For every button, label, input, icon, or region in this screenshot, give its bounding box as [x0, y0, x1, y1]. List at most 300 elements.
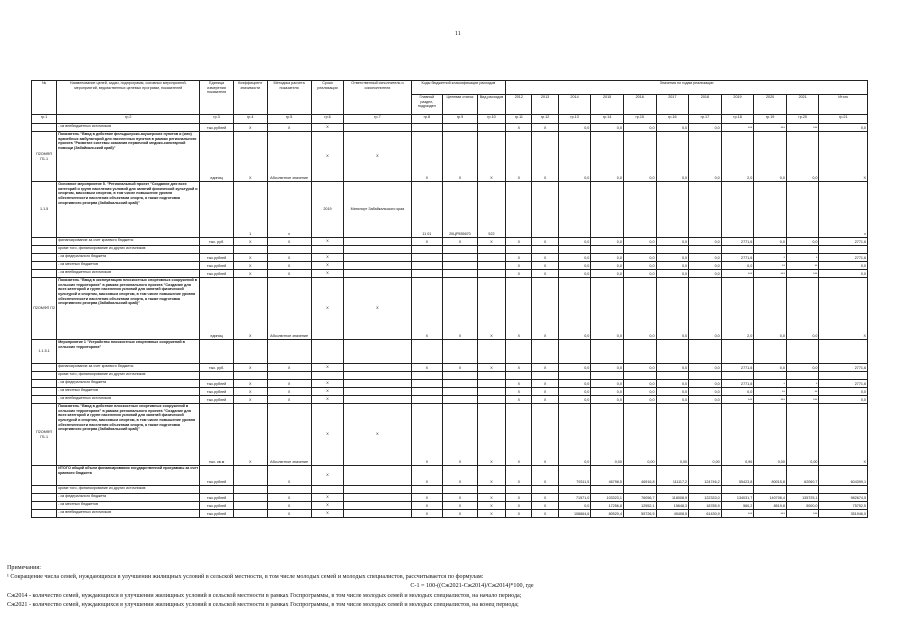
- table-cell: Х: [506, 124, 532, 132]
- table-cell: 2771,6: [819, 238, 868, 246]
- table-cell: **: [754, 262, 787, 270]
- table-cell: [754, 246, 787, 254]
- table-cell: 0,0: [689, 364, 722, 372]
- note-formula: С-1 = 100-((Сж2021-Сж2014)/Сж2014)*100, где: [410, 583, 534, 590]
- table-cell: тыс.рублей: [200, 124, 234, 132]
- table-cell: - из федерального бюджета: [57, 494, 200, 502]
- table-row: [32, 388, 868, 396]
- table-cell: Х: [477, 502, 505, 510]
- table-cell: - из местных бюджетов: [57, 502, 200, 510]
- table-cell: [623, 486, 656, 494]
- table-cell: 0,0: [819, 388, 868, 396]
- table-row: [32, 254, 868, 262]
- table-cell: 0,0: [558, 364, 591, 372]
- table-cell: 2771,6: [819, 380, 868, 388]
- table-cell: [267, 486, 311, 494]
- table-cell: 135725,1: [786, 494, 819, 502]
- table-cell: 2019: [311, 182, 344, 238]
- table-cell: Х: [233, 254, 267, 262]
- table-cell: [32, 380, 57, 388]
- table-cell: 0,0: [591, 262, 624, 270]
- table-cell: [344, 486, 411, 494]
- column-number: гр.5: [267, 115, 311, 124]
- table-cell: Х: [411, 510, 443, 518]
- table-cell: 0,0: [819, 396, 868, 404]
- table-cell: 0,0: [591, 364, 624, 372]
- table-cell: тыс. кв.м: [200, 404, 234, 466]
- table-cell: ***: [786, 124, 819, 132]
- table-cell: *: [754, 380, 787, 388]
- table-cell: [819, 340, 868, 364]
- table-cell: Х: [267, 262, 311, 270]
- table-cell: 0,0: [689, 132, 722, 182]
- table-cell: 1.1.5.1: [32, 340, 57, 364]
- table-cell: кроме того, финансирование из других источников:: [57, 486, 200, 494]
- table-cell: 0,0: [689, 270, 722, 278]
- table-row: [32, 132, 868, 182]
- header-coef: Коэффициент значимости: [233, 81, 267, 115]
- table-cell: Х: [532, 254, 558, 262]
- table-cell: [233, 340, 267, 364]
- table-cell: [477, 262, 505, 270]
- table-row: [32, 364, 868, 372]
- table-cell: 0,00: [689, 404, 722, 466]
- table-cell: Х: [443, 502, 478, 510]
- table-cell: [689, 372, 722, 380]
- table-row: [32, 502, 868, 510]
- table-cell: **: [754, 388, 787, 396]
- table-cell: [443, 270, 478, 278]
- table-row: [32, 246, 868, 254]
- table-cell: тыс. руб.: [200, 238, 234, 246]
- table-cell: 18785,9: [689, 502, 722, 510]
- table-cell: [477, 124, 505, 132]
- header-year: 2017: [656, 95, 689, 115]
- table-cell: [443, 124, 478, 132]
- table-cell: Х: [506, 396, 532, 404]
- table-cell: 122333,0: [689, 494, 722, 502]
- table-cell: **: [786, 388, 819, 396]
- table-cell: [721, 486, 754, 494]
- table-cell: 0,0: [689, 396, 722, 404]
- table-cell: [477, 340, 505, 364]
- table-cell: [721, 372, 754, 380]
- table-cell: кроме того, финансирование из других источников:: [57, 246, 200, 254]
- table-cell: Х: [344, 404, 411, 466]
- table-cell: 134031,7: [721, 494, 754, 502]
- table-cell: 0,0: [558, 270, 591, 278]
- table-cell: Х: [233, 132, 267, 182]
- header-term: Сроки реализации: [311, 81, 344, 115]
- table-cell: [558, 340, 591, 364]
- table-cell: [477, 396, 505, 404]
- table-cell: [477, 486, 505, 494]
- table-cell: Х: [506, 254, 532, 262]
- column-number: гр.13: [558, 115, 591, 124]
- column-number: гр.2: [57, 115, 200, 124]
- table-cell: [267, 372, 311, 380]
- table-cell: 0,00: [754, 404, 787, 466]
- table-cell: Х: [311, 124, 344, 132]
- table-cell: Х: [506, 466, 532, 486]
- table-cell: Х: [819, 404, 868, 466]
- table-cell: 80015,8: [754, 466, 787, 486]
- table-cell: 0,00: [786, 404, 819, 466]
- table-cell: 604399,1: [819, 466, 868, 486]
- table-cell: [411, 372, 443, 380]
- table-cell: 140708,4: [754, 494, 787, 502]
- table-cell: [233, 494, 267, 502]
- header-no: №: [32, 81, 57, 115]
- table-row: [32, 494, 868, 502]
- table-cell: 46798,5: [591, 466, 624, 486]
- table-cell: [344, 270, 411, 278]
- table-cell: 0,0: [591, 124, 624, 132]
- table-cell: - из внебюджетных источников: [57, 270, 200, 278]
- table-cell: Х: [443, 132, 478, 182]
- table-cell: 2771,6: [819, 254, 868, 262]
- table-cell: Х: [267, 510, 311, 518]
- table-cell: Мероприятие 1 "Устройство плоскостных спортивных сооружений в сельских территориях": [57, 340, 200, 364]
- table-cell: Х: [443, 238, 478, 246]
- table-cell: Х: [267, 388, 311, 396]
- table-row: [32, 278, 868, 340]
- table-cell: 0,0: [591, 132, 624, 182]
- table-cell: Х: [233, 124, 267, 132]
- table-row: [32, 404, 868, 466]
- note-def-2: Сж2021 - количество семей, нуждающихся в улучшении жилищных условий в сельской местности в рамках Госпрограммы, в том числе молодых семей и молодых специалистов, на конец периода;: [7, 601, 519, 608]
- table-cell: 0,0: [623, 270, 656, 278]
- table-cell: [477, 246, 505, 254]
- table-cell: 0,0: [689, 380, 722, 388]
- table-cell: 0,0: [558, 262, 591, 270]
- table-cell: [233, 502, 267, 510]
- table-cell: [267, 246, 311, 254]
- table-cell: Х: [532, 270, 558, 278]
- table-cell: кроме того, финансирование из других источников:: [57, 372, 200, 380]
- table-cell: Х: [506, 364, 532, 372]
- table-cell: [32, 510, 57, 518]
- table-cell: 75752,5: [819, 502, 868, 510]
- table-cell: Х: [411, 502, 443, 510]
- table-cell: 2,0: [721, 278, 754, 340]
- table-cell: [443, 486, 478, 494]
- table-cell: 0,0: [623, 254, 656, 262]
- table-cell: 0,0: [623, 238, 656, 246]
- table-cell: тыс.рублей: [200, 396, 234, 404]
- table-cell: 0,0: [689, 262, 722, 270]
- table-cell: 0,0: [558, 238, 591, 246]
- table-cell: [656, 182, 689, 238]
- table-cell: Х: [443, 404, 478, 466]
- table-cell: [721, 246, 754, 254]
- table-cell: Х: [311, 270, 344, 278]
- table-cell: ***: [721, 270, 754, 278]
- table-cell: 111117,2: [656, 466, 689, 486]
- table-cell: Х: [344, 278, 411, 340]
- table-cell: [32, 254, 57, 262]
- table-cell: Х: [477, 466, 505, 486]
- table-cell: Х: [267, 270, 311, 278]
- note-1: ¹ Сокращение числа семей, нуждающихся в улучшении жилищных условий в сельской местности, в том числе молодых семей и молодых специалистов, рассчитывается по формулам:: [7, 574, 484, 581]
- table-row: [32, 372, 868, 380]
- table-cell: ***: [786, 270, 819, 278]
- table-cell: Х: [532, 262, 558, 270]
- table-cell: 79311,5: [558, 466, 591, 486]
- table-cell: [344, 388, 411, 396]
- table-cell: [344, 510, 411, 518]
- table-cell: [443, 246, 478, 254]
- table-cell: Х: [411, 364, 443, 372]
- table-cell: [443, 254, 478, 262]
- header-values-group: Значения по годам реализации: [506, 81, 868, 95]
- table-cell: Х: [267, 124, 311, 132]
- table-cell: [200, 486, 234, 494]
- table-cell: 982674,5: [819, 494, 868, 502]
- table-cell: 0,0: [786, 132, 819, 182]
- table-cell: 0,0: [558, 254, 591, 262]
- table-cell: 0,0: [689, 278, 722, 340]
- table-cell: [623, 340, 656, 364]
- header-name: Наименование целей, задач, подпрограмм, основных мероприятий, мероприятий, ведомственных целевых программ, показателей: [57, 81, 200, 115]
- table-cell: 108664,6: [558, 510, 591, 518]
- table-cell: 560,2: [721, 502, 754, 510]
- table-cell: 0,0: [689, 254, 722, 262]
- table-cell: 1.1.5: [32, 182, 57, 238]
- column-number: гр.19: [754, 115, 787, 124]
- table-cell: 0,00: [656, 404, 689, 466]
- table-cell: тыс. руб.: [200, 364, 234, 372]
- table-cell: единиц: [200, 132, 234, 182]
- table-row: [32, 340, 868, 364]
- table-cell: Х: [532, 396, 558, 404]
- table-cell: Х: [477, 494, 505, 502]
- table-cell: Х: [477, 404, 505, 466]
- table-cell: [819, 372, 868, 380]
- header-executor: Ответственный исполнитель и соисполнители: [344, 81, 411, 115]
- table-cell: Х: [311, 396, 344, 404]
- table-cell: Х: [233, 396, 267, 404]
- table-cell: [591, 486, 624, 494]
- column-number: гр.15: [623, 115, 656, 124]
- table-cell: Х: [267, 380, 311, 388]
- table-cell: ***: [754, 124, 787, 132]
- table-cell: 0,0: [558, 502, 591, 510]
- table-cell: Абсолютное значение: [267, 278, 311, 340]
- table-cell: Х: [506, 380, 532, 388]
- header-target: Целевая статья: [443, 95, 478, 115]
- table-cell: 0,0: [819, 262, 868, 270]
- table-cell: Х: [233, 238, 267, 246]
- table-cell: Х: [532, 380, 558, 388]
- table-cell: 2771,6: [721, 364, 754, 372]
- column-number: гр.10: [477, 115, 505, 124]
- table-cell: [532, 182, 558, 238]
- column-number: гр.20: [786, 115, 819, 124]
- table-cell: Х: [411, 132, 443, 182]
- table-cell: [311, 340, 344, 364]
- table-cell: [411, 396, 443, 404]
- table-row: [32, 466, 868, 486]
- table-cell: 0,0: [623, 388, 656, 396]
- table-cell: х: [267, 182, 311, 238]
- table-cell: Х: [411, 494, 443, 502]
- table-cell: 2771,6: [721, 238, 754, 246]
- table-cell: 0,0: [754, 238, 787, 246]
- table-cell: [506, 372, 532, 380]
- table-cell: Х: [532, 388, 558, 396]
- table-cell: 0,0: [623, 278, 656, 340]
- table-cell: [411, 246, 443, 254]
- table-cell: **: [786, 262, 819, 270]
- table-cell: 0,0: [558, 380, 591, 388]
- table-cell: Х: [311, 262, 344, 270]
- table-cell: 0,0: [754, 278, 787, 340]
- table-cell: [656, 372, 689, 380]
- table-cell: 0,0: [656, 388, 689, 396]
- table-cell: 0,0: [623, 364, 656, 372]
- table-cell: Показатель "Ввод в действие плоскостных спортивных сооружений в сельских территориях" в рамках регионального проекта "Создание для всех категорий и групп населения условий для занятий физической культурой и спортом, массовым спортом, в том числе повышение уровня обеспеченности населения объектами спорта, а также подготовка спортивного резерва (Забайкальский край)": [57, 404, 200, 466]
- table-cell: Х: [506, 262, 532, 270]
- table-cell: [32, 364, 57, 372]
- table-cell: Х: [506, 238, 532, 246]
- table-cell: [443, 372, 478, 380]
- table-cell: П2ОМФП П1.1: [32, 404, 57, 466]
- table-cell: [344, 340, 411, 364]
- table-cell: Х: [311, 510, 344, 518]
- table-cell: [754, 340, 787, 364]
- table-cell: Х: [311, 466, 344, 486]
- table-cell: Х: [267, 254, 311, 262]
- header-budget-codes: Коды бюджетной классификации расходов: [411, 81, 506, 95]
- table-cell: 61430,9: [689, 510, 722, 518]
- table-cell: 522: [477, 182, 505, 238]
- table-cell: 0,0: [656, 124, 689, 132]
- column-number: гр.6: [311, 115, 344, 124]
- table-cell: 0,0: [591, 238, 624, 246]
- note-def-1: Сж2014 - количество семей, нуждающихся в улучшении жилищных условий в сельской местности в рамках Госпрограммы, в том числе молодых семей и молодых специалистов, на начало периода;: [7, 592, 522, 599]
- table-cell: ***: [786, 396, 819, 404]
- table-cell: 5000,0: [786, 502, 819, 510]
- table-cell: [32, 502, 57, 510]
- table-cell: [819, 486, 868, 494]
- table-cell: - из местных бюджетов: [57, 262, 200, 270]
- table-cell: Х: [477, 278, 505, 340]
- table-cell: 0,0: [623, 380, 656, 388]
- table-cell: 17256,8: [591, 502, 624, 510]
- header-year: 2013: [532, 95, 558, 115]
- table-cell: Х: [506, 404, 532, 466]
- table-cell: [558, 486, 591, 494]
- column-number: гр.4: [233, 115, 267, 124]
- table-cell: [443, 388, 478, 396]
- table-cell: 11 01: [411, 182, 443, 238]
- table-cell: [344, 262, 411, 270]
- header-year: 2018: [689, 95, 722, 115]
- table-cell: 0,0: [656, 270, 689, 278]
- table-cell: 0,0: [623, 396, 656, 404]
- table-cell: 0,96: [721, 404, 754, 466]
- program-table: [31, 80, 868, 518]
- table-cell: 20ЦР555670: [443, 182, 478, 238]
- table-cell: Х: [267, 466, 311, 486]
- table-cell: 12952,1: [623, 502, 656, 510]
- table-cell: [591, 372, 624, 380]
- table-cell: 0,0: [656, 262, 689, 270]
- table-cell: [267, 340, 311, 364]
- table-cell: [32, 124, 57, 132]
- table-cell: Х: [532, 404, 558, 466]
- table-cell: Х: [411, 238, 443, 246]
- table-cell: 55726,5: [623, 510, 656, 518]
- table-cell: Х: [443, 364, 478, 372]
- table-cell: Х: [344, 132, 411, 182]
- table-cell: Х: [311, 502, 344, 510]
- table-cell: 0,0: [689, 124, 722, 132]
- table-cell: тыс.рублей: [200, 466, 234, 486]
- table-cell: 45408,5: [656, 510, 689, 518]
- table-cell: [32, 246, 57, 254]
- table-cell: Х: [233, 404, 267, 466]
- table-cell: [344, 238, 411, 246]
- table-cell: Х: [267, 396, 311, 404]
- table-cell: тыс.рублей: [200, 510, 234, 518]
- table-cell: Х: [411, 404, 443, 466]
- table-cell: тыс.рублей: [200, 270, 234, 278]
- table-cell: [233, 372, 267, 380]
- table-cell: Х: [311, 132, 344, 182]
- table-cell: [786, 340, 819, 364]
- table-cell: [32, 486, 57, 494]
- column-number: гр.18: [721, 115, 754, 124]
- table-cell: 124746,2: [689, 466, 722, 486]
- table-cell: [32, 262, 57, 270]
- table-cell: тыс.рублей: [200, 502, 234, 510]
- table-cell: 0,0: [558, 132, 591, 182]
- table-cell: [689, 486, 722, 494]
- table-cell: [443, 262, 478, 270]
- table-cell: [786, 486, 819, 494]
- table-cell: Х: [532, 364, 558, 372]
- table-cell: 15648,3: [656, 502, 689, 510]
- table-cell: Х: [477, 510, 505, 518]
- table-row: [32, 380, 868, 388]
- table-cell: - из внебюджетных источников: [57, 124, 200, 132]
- table-cell: 0,0: [786, 238, 819, 246]
- table-cell: - из местных бюджетов: [57, 388, 200, 396]
- column-number: гр.9: [443, 115, 478, 124]
- table-cell: [786, 182, 819, 238]
- table-cell: [623, 246, 656, 254]
- table-cell: [623, 372, 656, 380]
- table-cell: [532, 246, 558, 254]
- table-cell: Х: [532, 238, 558, 246]
- table-cell: [344, 502, 411, 510]
- table-cell: [721, 182, 754, 238]
- table-cell: [411, 124, 443, 132]
- table-cell: 0,00: [591, 404, 624, 466]
- table-cell: 2771,6: [819, 364, 868, 372]
- table-cell: [656, 340, 689, 364]
- table-cell: Х: [233, 262, 267, 270]
- table-cell: [344, 494, 411, 502]
- table-cell: [532, 340, 558, 364]
- table-cell: Х: [506, 270, 532, 278]
- table-cell: 0,0: [786, 278, 819, 340]
- table-cell: х: [819, 182, 868, 238]
- table-cell: [477, 388, 505, 396]
- table-cell: *: [754, 254, 787, 262]
